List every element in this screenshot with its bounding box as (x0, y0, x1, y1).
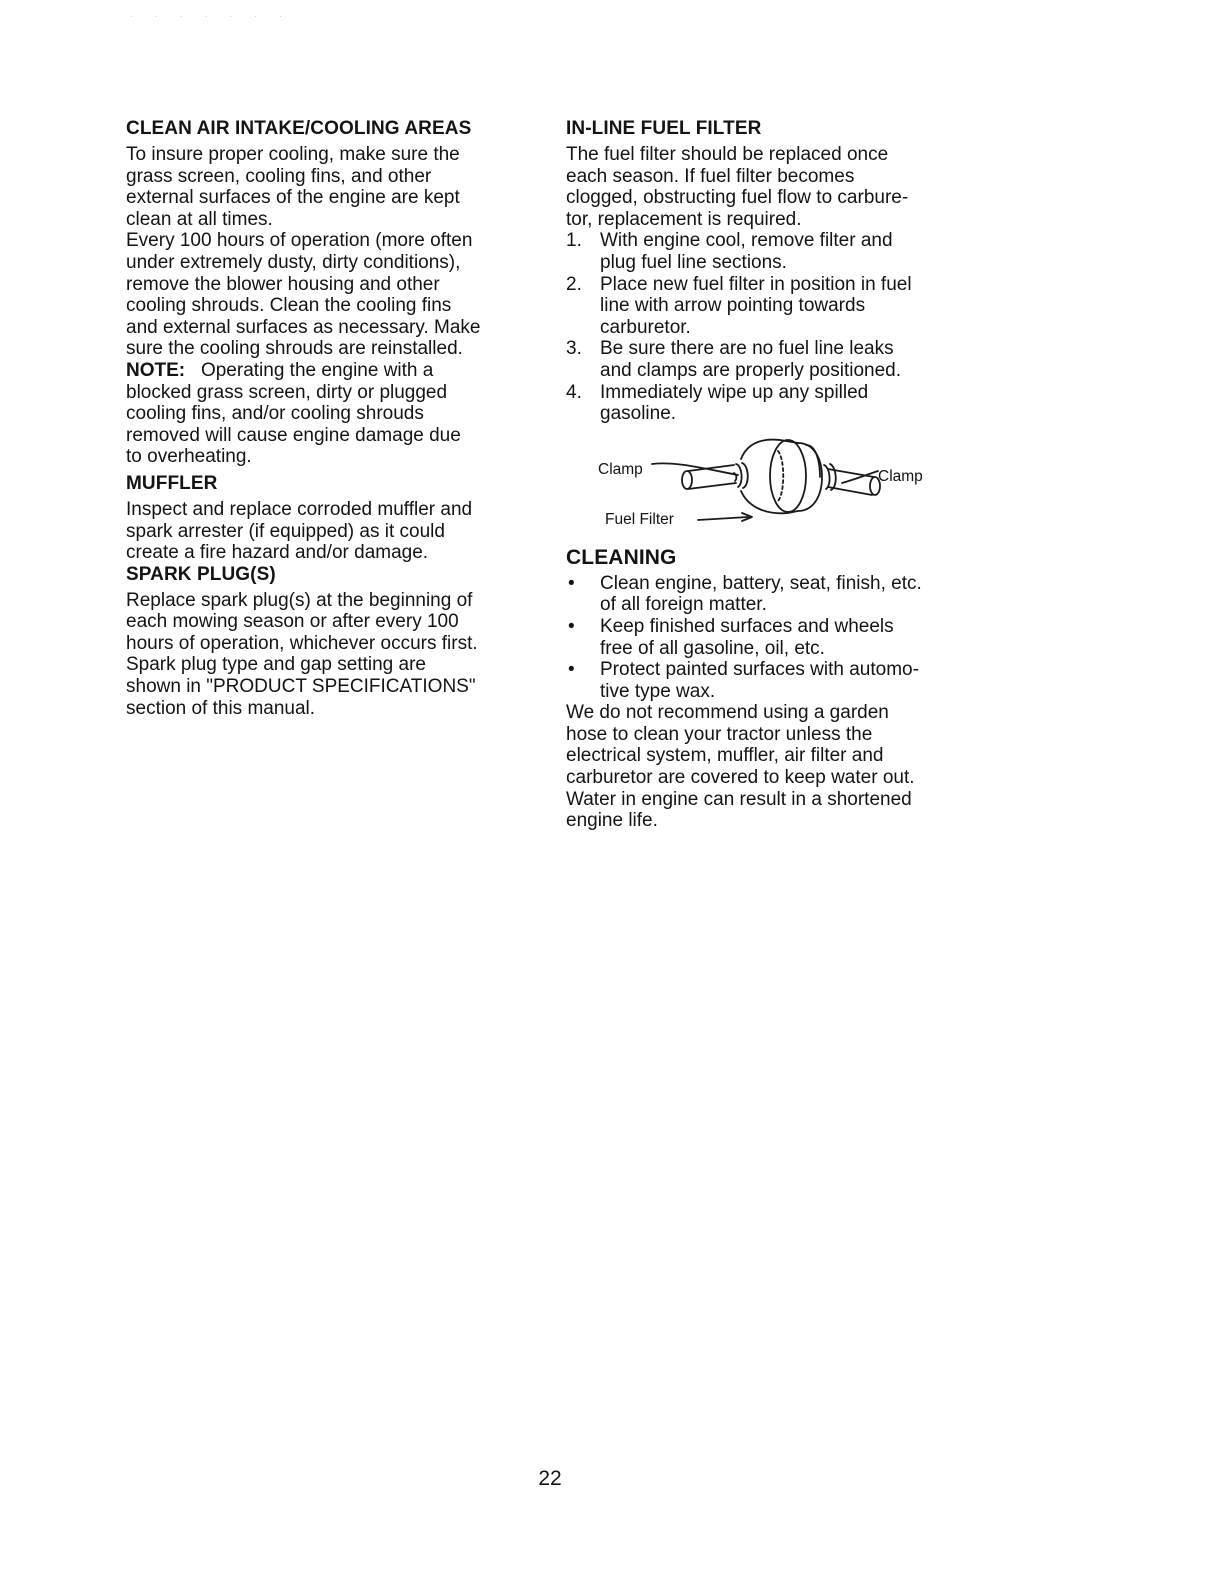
cleaning-bullets (566, 573, 986, 703)
step-line: Immediately wipe up any spilled (600, 381, 869, 403)
note-line: removed will cause engine damage due (126, 424, 461, 446)
body-line: hours of operation, whichever occurs first. (126, 632, 478, 654)
step-line: carburetor. (600, 316, 691, 338)
list-item (566, 616, 986, 659)
body-line: clogged, obstructing fuel flow to carbure- (566, 187, 909, 209)
body-line: carburetor are covered to keep water out. (566, 767, 915, 789)
body-line: shown in "PRODUCT SPECIFICATIONS" (126, 676, 476, 698)
step-line: and clamps are properly positioned. (600, 359, 902, 381)
note-text: Operating the engine with a (200, 359, 434, 381)
list-item (566, 382, 986, 425)
bullet-line: free of all gasoline, oil, etc. (600, 637, 825, 659)
muffler-heading: MUFFLER (126, 472, 218, 494)
spark-plugs-heading: SPARK PLUG(S) (126, 563, 276, 585)
list-item (566, 274, 986, 339)
bullet-icon: • (568, 572, 575, 594)
body-line: clean at all times. (126, 208, 273, 230)
body-line: The fuel filter should be replaced once (566, 144, 889, 165)
body-line: tor, replacement is required. (566, 208, 802, 230)
bullet-line: Protect painted surfaces with automo- (600, 659, 919, 681)
body-line: sure the cooling shrouds are reinstalled. (126, 338, 463, 360)
left-column (126, 118, 546, 719)
body-line: Every 100 hours of operation (more often (126, 230, 473, 252)
clamp-label: Clamp (598, 460, 643, 478)
body-line: create a fire hazard and/or damage. (126, 542, 429, 564)
list-item (566, 659, 986, 702)
body-line: external surfaces of the engine are kept (126, 187, 460, 209)
list-item (566, 573, 986, 616)
muffler-body (126, 499, 546, 564)
cleaning-heading: CLEANING (566, 545, 677, 569)
page-number: 22 (538, 1467, 562, 1490)
note-line: cooling fins, and/or cooling shrouds (126, 403, 424, 425)
body-line: Spark plug type and gap setting are (126, 654, 426, 676)
step-number: 4. (566, 381, 582, 403)
spark-plugs-body (126, 590, 546, 720)
clamp-label: Clamp (878, 467, 923, 485)
bullet-icon: • (568, 615, 575, 637)
bullet-line: tive type wax. (600, 680, 716, 702)
body-line: engine life. (566, 810, 658, 832)
list-item (566, 338, 986, 381)
body-line: under extremely dusty, dirty conditions), (126, 251, 461, 273)
right-column (566, 118, 986, 832)
body-line: electrical system, muffler, air filter and (566, 745, 884, 767)
step-line: plug fuel line sections. (600, 251, 787, 273)
fuel-filter-body (566, 144, 986, 230)
step-number: 2. (566, 273, 582, 295)
step-line: gasoline. (600, 403, 677, 425)
bullet-line: of all foreign matter. (600, 594, 767, 616)
body-line: and external surfaces as necessary. Make (126, 316, 481, 338)
body-line: remove the blower housing and other (126, 273, 440, 295)
body-line: each season. If fuel filter becomes (566, 165, 855, 187)
bullet-line: Keep finished surfaces and wheels (600, 615, 894, 637)
bullet-icon: • (568, 659, 575, 681)
note-line: to overheating. (126, 446, 252, 468)
body-line: section of this manual. (126, 697, 316, 719)
fuel-filter-steps (566, 230, 986, 424)
body-line: spark arrester (if equipped) as it could (126, 520, 445, 542)
note-line: blocked grass screen, dirty or plugged (126, 381, 448, 403)
list-item (566, 230, 986, 273)
body-line: each mowing season or after every 100 (126, 611, 459, 633)
fuel-filter-heading: IN-LINE FUEL FILTER (566, 118, 762, 139)
body-line: cooling shrouds. Clean the cooling fins (126, 295, 452, 317)
body-line: hose to clean your tractor unless the (566, 723, 873, 745)
body-line: Water in engine can result in a shortened (566, 788, 912, 810)
clean-air-body (126, 144, 546, 468)
step-line: Be sure there are no fuel line leaks (600, 338, 894, 360)
step-line: Place new fuel filter in position in fuel (600, 273, 912, 295)
note-label: NOTE: (126, 359, 186, 381)
bullet-line: Clean engine, battery, seat, finish, etc. (600, 572, 922, 594)
step-line: With engine cool, remove filter and (600, 230, 893, 252)
note-first-line (126, 360, 546, 382)
scan-specks: · · · · · · · (130, 12, 292, 21)
body-line: Replace spark plug(s) at the beginning of (126, 589, 473, 611)
clean-air-heading: CLEAN AIR INTAKE/COOLING AREAS (126, 118, 472, 139)
step-number: 3. (566, 338, 582, 360)
step-number: 1. (566, 230, 582, 252)
step-line: line with arrow pointing towards (600, 295, 866, 317)
fuel-filter-illustration (566, 431, 986, 541)
body-line: To insure proper cooling, make sure the (126, 144, 460, 165)
body-line: We do not recommend using a garden (566, 702, 889, 724)
cleaning-body (566, 702, 986, 832)
body-line: Inspect and replace corroded muffler and (126, 498, 473, 520)
fuel-filter-label: Fuel Filter (605, 510, 674, 528)
body-line: grass screen, cooling fins, and other (126, 165, 432, 187)
